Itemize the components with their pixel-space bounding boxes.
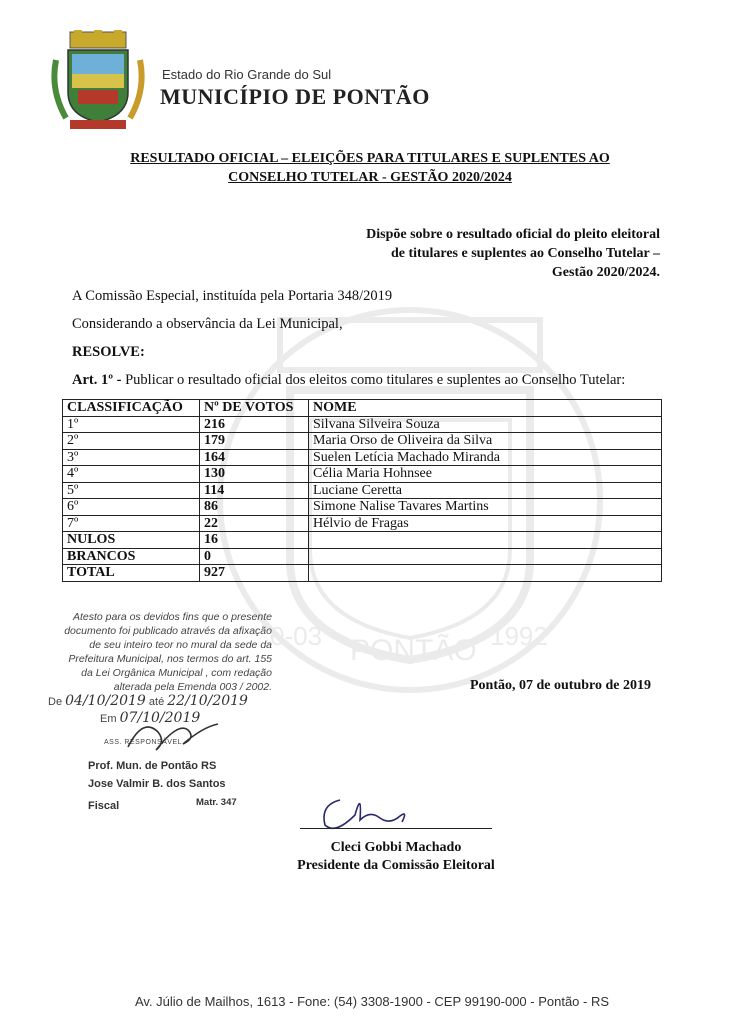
table-row bbox=[63, 532, 662, 549]
cell-votos: 130 bbox=[200, 466, 309, 483]
table-row bbox=[63, 499, 662, 516]
state-name: Estado do Rio Grande do Sul bbox=[162, 67, 332, 82]
stamp-line: Prefeitura Municipal, nos termos do art. 155 bbox=[68, 653, 272, 665]
cell-classificacao: TOTAL bbox=[63, 565, 200, 582]
cell-classificacao: 3º bbox=[63, 449, 200, 466]
paragraph-considering: Considerando a observância da Lei Municipal, bbox=[72, 316, 343, 332]
stamp-ate-value: 22/10/2019 bbox=[167, 693, 248, 709]
cell-votos: 86 bbox=[200, 499, 309, 516]
fiscal-matr: Matr. 347 bbox=[196, 797, 237, 808]
cell-nome: Hélvio de Fragas bbox=[309, 515, 662, 532]
paragraph-commission: A Comissão Especial, instituída pela Portaria 348/2019 bbox=[72, 288, 393, 304]
stamp-line: de seu inteiro teor no mural da sede da bbox=[89, 639, 272, 651]
municipal-crest-icon bbox=[48, 30, 148, 130]
date-place: Pontão, 07 de outubro de 2019 bbox=[470, 678, 651, 693]
cell-nome: Maria Orso de Oliveira da Silva bbox=[309, 433, 662, 450]
cell-classificacao: 1º bbox=[63, 416, 200, 433]
table-row bbox=[63, 515, 662, 532]
header-votos: Nº DE VOTOS bbox=[200, 400, 309, 417]
cell-votos: 0 bbox=[200, 548, 309, 565]
cell-votos: 164 bbox=[200, 449, 309, 466]
header-nome: NOME bbox=[309, 400, 662, 417]
table-row bbox=[63, 466, 662, 483]
article-label: Art. 1º - bbox=[72, 372, 122, 388]
publication-stamp bbox=[40, 610, 272, 694]
watermark-text-right: 1992 bbox=[490, 621, 548, 651]
ementa-line2: de titulares e suplentes ao Conselho Tutelar – bbox=[390, 246, 660, 261]
article-text: Publicar o resultado oficial dos eleitos como titulares e suplentes ao Conselho Tutelar: bbox=[121, 372, 626, 388]
document-title-line2: CONSELHO TUTELAR - GESTÃO 2020/2024 bbox=[228, 170, 512, 185]
cell-votos: 179 bbox=[200, 433, 309, 450]
signer-role: Presidente da Comissão Eleitoral bbox=[297, 858, 495, 873]
stamp-line: alterada pela Emenda 003 / 2002. bbox=[113, 681, 272, 693]
stamp-line: da Lei Orgânica Municipal , com redação bbox=[81, 667, 272, 679]
table-row bbox=[63, 416, 662, 433]
cell-nome: Silvana Silveira Souza bbox=[309, 416, 662, 433]
cell-nome bbox=[309, 548, 662, 565]
document-title-line1: RESULTADO OFICIAL – ELEIÇÕES PARA TITULARES E SUPLENTES AO bbox=[130, 151, 610, 166]
fiscal-prof: Prof. Mun. de Pontão RS bbox=[88, 760, 217, 772]
watermark-text-center: PONTÃO bbox=[350, 634, 477, 667]
stamp-ass-label: ASS. RESPONSÁVEL bbox=[104, 739, 183, 746]
stamp-line: Atesto para os devidos fins que o presente bbox=[72, 611, 272, 623]
cell-votos: 16 bbox=[200, 532, 309, 549]
ementa-line3: Gestão 2020/2024. bbox=[551, 265, 660, 280]
stamp-de-value: 04/10/2019 bbox=[65, 693, 146, 709]
table-row bbox=[63, 482, 662, 499]
stamp-em-label: Em bbox=[100, 713, 117, 725]
cell-votos: 114 bbox=[200, 482, 309, 499]
cell-classificacao: 6º bbox=[63, 499, 200, 516]
cell-votos: 22 bbox=[200, 515, 309, 532]
municipality-name: MUNICÍPIO DE PONTÃO bbox=[160, 84, 430, 109]
fiscal-signature bbox=[118, 712, 228, 757]
stamp-em-value: 07/10/2019 bbox=[119, 710, 201, 726]
watermark-text-left: 0-03 bbox=[270, 621, 323, 651]
table-header-row bbox=[63, 400, 662, 417]
cell-classificacao: 7º bbox=[63, 515, 200, 532]
fiscal-title: Fiscal bbox=[88, 800, 120, 812]
cell-classificacao: 2º bbox=[63, 433, 200, 450]
ementa bbox=[300, 225, 660, 282]
table-row bbox=[63, 565, 662, 582]
cell-classificacao: BRANCOS bbox=[63, 548, 200, 565]
table-row bbox=[63, 433, 662, 450]
paragraph-article-1 bbox=[72, 372, 625, 389]
table-row bbox=[63, 548, 662, 565]
ementa-line1: Dispõe sobre o resultado oficial do pleito eleitoral bbox=[366, 227, 660, 242]
cell-nome: Simone Nalise Tavares Martins bbox=[309, 499, 662, 516]
signature-line bbox=[300, 828, 492, 829]
stamp-line: documento foi publicado através da afixação bbox=[64, 625, 272, 637]
cell-classificacao: 4º bbox=[63, 466, 200, 483]
cell-votos: 927 bbox=[200, 565, 309, 582]
signer-name: Cleci Gobbi Machado bbox=[330, 840, 462, 855]
cell-nome bbox=[309, 565, 662, 582]
cell-classificacao: NULOS bbox=[63, 532, 200, 549]
cell-nome: Luciane Ceretta bbox=[309, 482, 662, 499]
cell-nome: Suelen Letícia Machado Miranda bbox=[309, 449, 662, 466]
footer-address: Av. Júlio de Mailhos, 1613 - Fone: (54) 3308-1900 - CEP 99190-000 - Pontão - RS bbox=[134, 994, 610, 1009]
header-classificacao: CLASSIFICAÇÃO bbox=[63, 400, 200, 417]
president-signature bbox=[300, 780, 430, 840]
fiscal-name: Jose Valmir B. dos Santos bbox=[88, 778, 226, 790]
cell-nome bbox=[309, 532, 662, 549]
cell-nome: Célia Maria Hohnsee bbox=[309, 466, 662, 483]
stamp-ate-label: até bbox=[148, 696, 165, 708]
paragraph-resolve: RESOLVE: bbox=[72, 344, 145, 360]
stamp-dates bbox=[48, 693, 248, 709]
stamp-de-label: De bbox=[48, 696, 63, 708]
cell-votos: 216 bbox=[200, 416, 309, 433]
table-row bbox=[63, 449, 662, 466]
cell-classificacao: 5º bbox=[63, 482, 200, 499]
results-table bbox=[62, 399, 662, 582]
